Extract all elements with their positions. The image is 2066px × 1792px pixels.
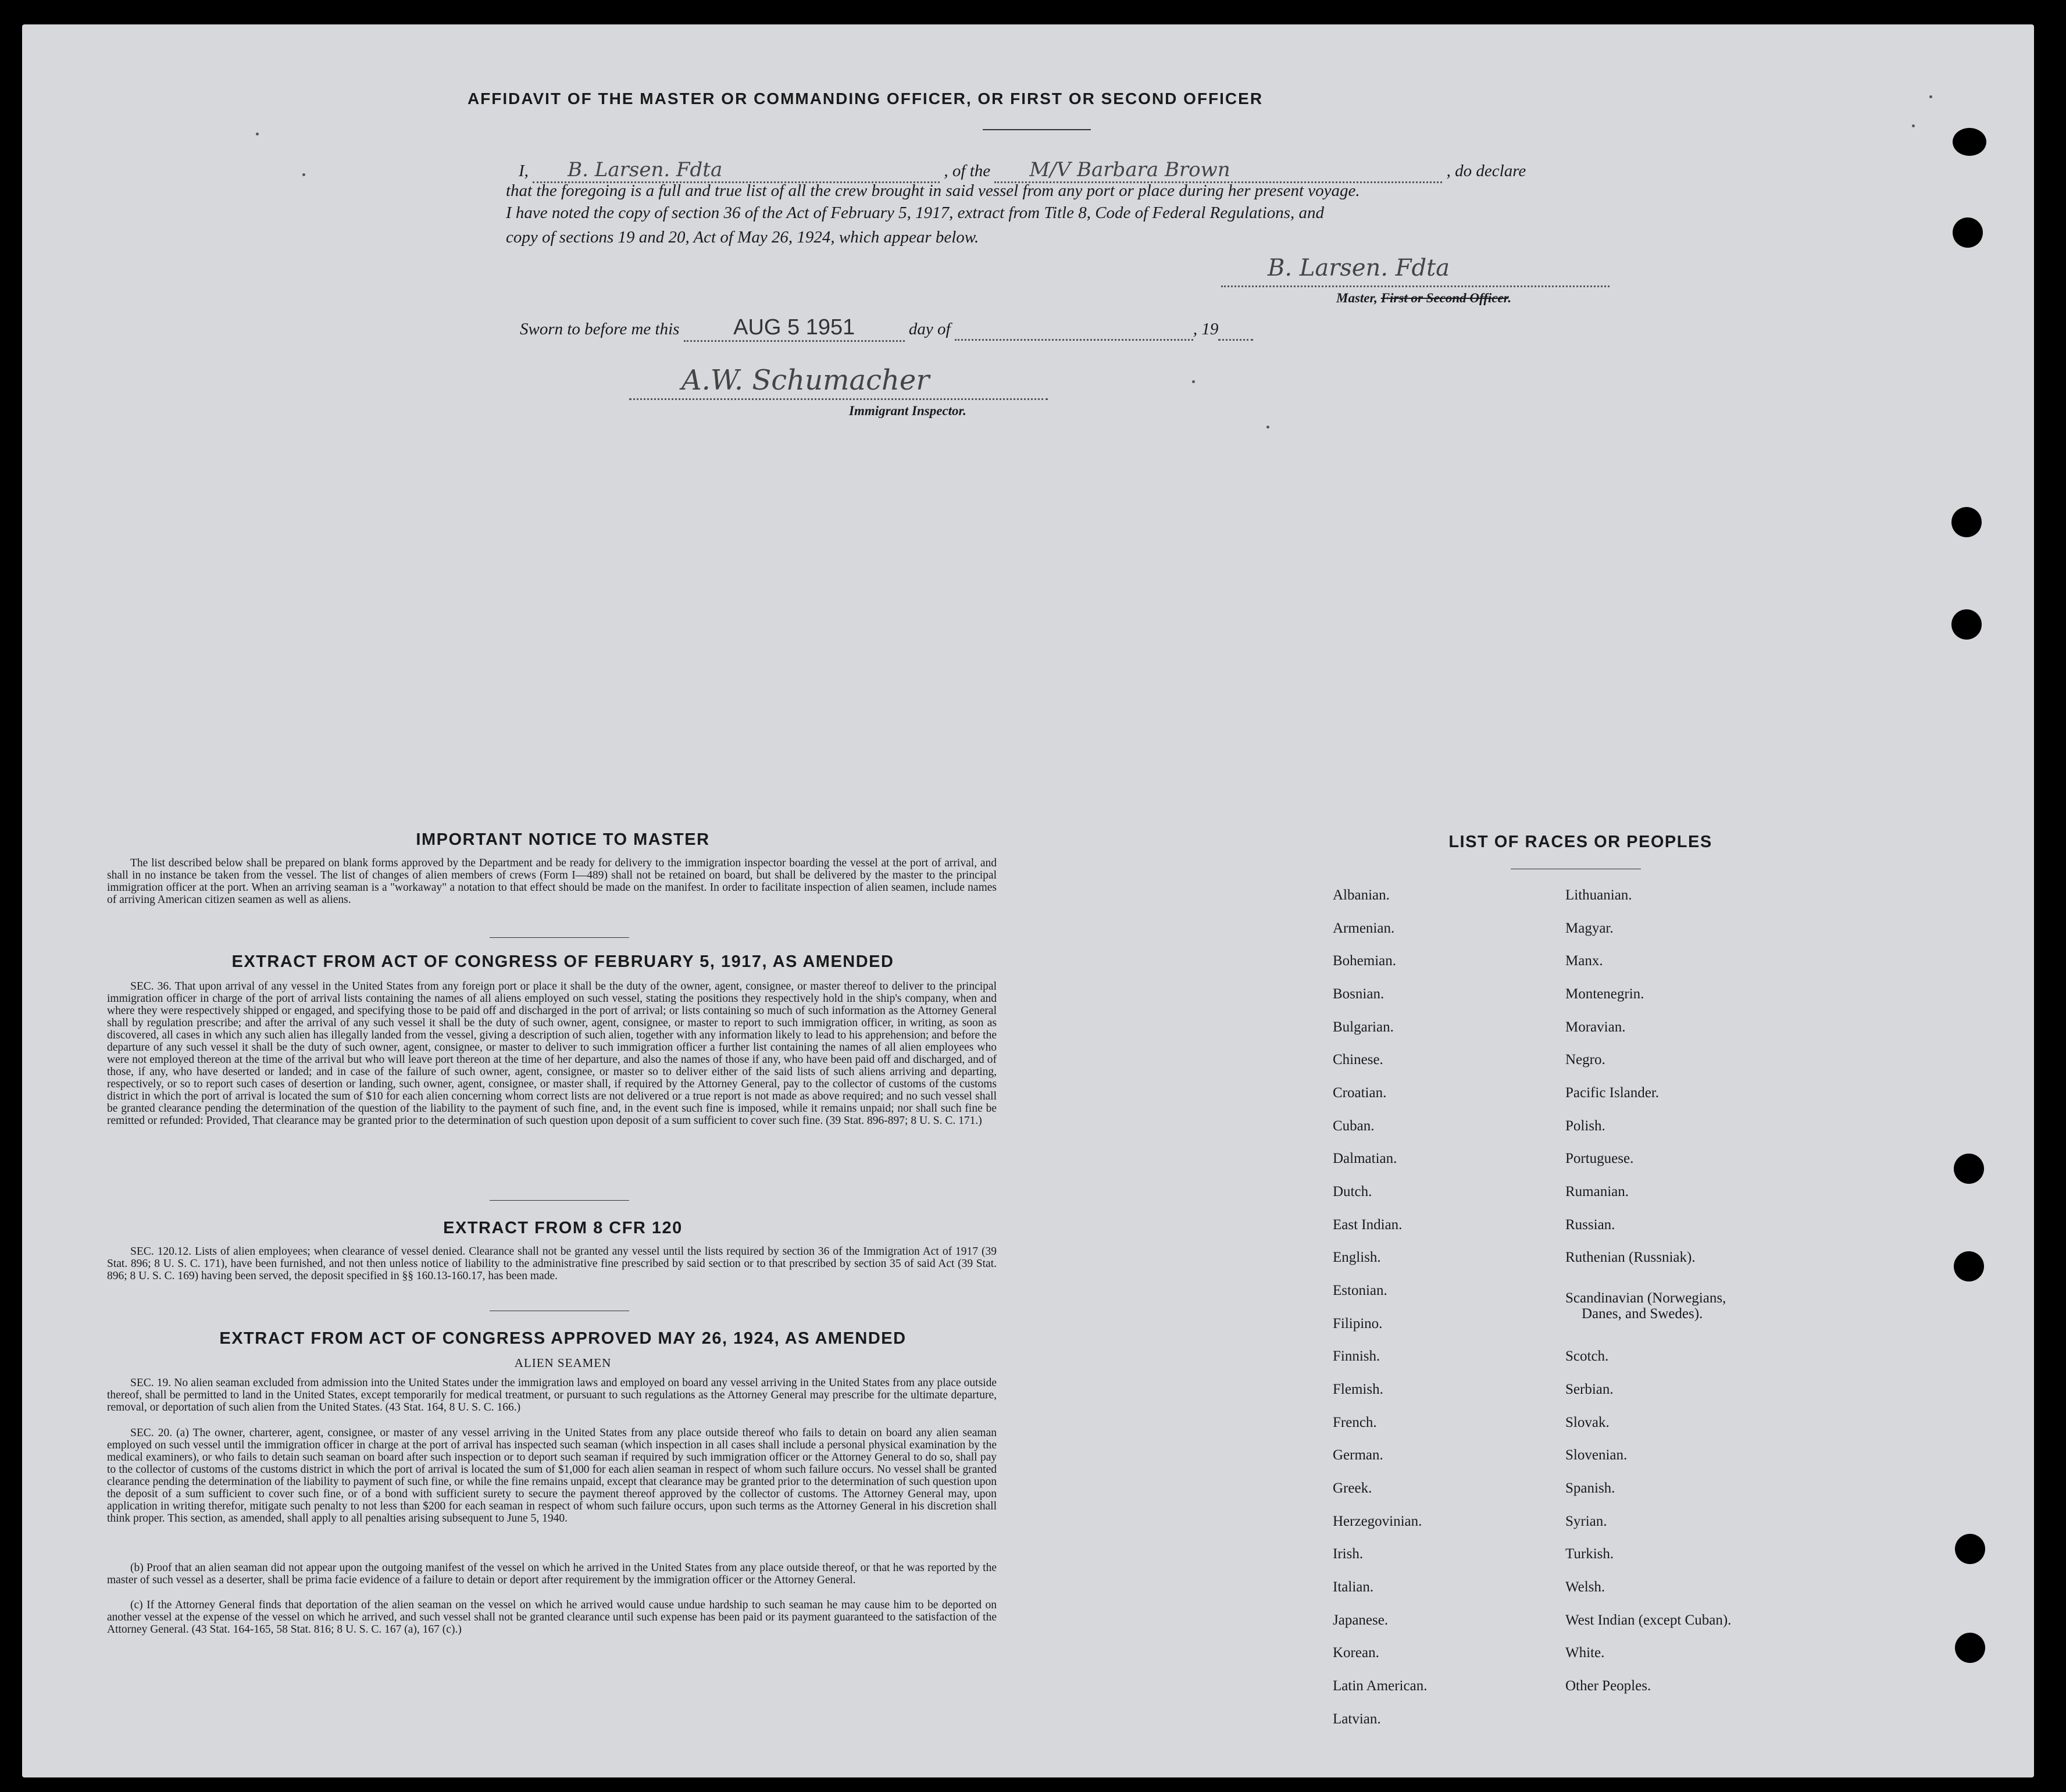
inspector-signature-field[interactable]: A.W. Schumacher bbox=[629, 364, 1048, 400]
race-item: Latin American. bbox=[1333, 1678, 1428, 1694]
race-item: Russian. bbox=[1565, 1217, 1615, 1233]
race-item: Portuguese. bbox=[1565, 1151, 1634, 1166]
race-item: Finnish. bbox=[1333, 1348, 1380, 1364]
punch-hole bbox=[1953, 217, 1983, 248]
affidavit-title: AFFIDAVIT OF THE MASTER OR COMMANDING OFFICER, OR FIRST OR SECOND OFFICER bbox=[467, 90, 1264, 108]
race-item: Magyar. bbox=[1565, 920, 1614, 936]
race-item: Dutch. bbox=[1333, 1184, 1372, 1200]
date-stamp: AUG 5 1951 bbox=[733, 315, 855, 340]
master-caption-struck: First or Second Officer bbox=[1380, 291, 1508, 305]
of-the-label: , of the bbox=[944, 162, 991, 180]
declaration-line-4: copy of sections 19 and 20, Act of May 26, 1924, which appear below. bbox=[506, 228, 979, 247]
race-item: Croatian. bbox=[1333, 1085, 1387, 1101]
race-item: Other Peoples. bbox=[1565, 1678, 1651, 1694]
speck bbox=[1912, 124, 1915, 127]
declaration-line-1 bbox=[519, 158, 1623, 181]
races-title: LIST OF RACES OR PEOPLES bbox=[1448, 833, 1712, 851]
race-item: Korean. bbox=[1333, 1645, 1379, 1661]
sworn-line bbox=[520, 315, 1392, 343]
master-signature-field[interactable]: B. Larsen. Fdta bbox=[1221, 255, 1610, 287]
master-caption bbox=[1336, 291, 1615, 306]
title-rule bbox=[983, 129, 1091, 130]
race-item: Spanish. bbox=[1565, 1480, 1615, 1496]
vessel-name-field[interactable]: M/V Barbara Brown bbox=[994, 158, 1442, 183]
section-rule bbox=[490, 1200, 629, 1201]
race-item: Dalmatian. bbox=[1333, 1151, 1397, 1166]
inspector-caption: Immigrant Inspector. bbox=[849, 404, 966, 418]
race-item: Latvian. bbox=[1333, 1711, 1381, 1727]
race-item: Danes, and Swedes). bbox=[1582, 1306, 1703, 1322]
speck bbox=[302, 173, 305, 176]
race-item: Slovak. bbox=[1565, 1415, 1610, 1430]
race-item: Greek. bbox=[1333, 1480, 1372, 1496]
sworn-label: Sworn to before me this bbox=[520, 320, 680, 338]
alien-seamen-subtitle: ALIEN SEAMEN bbox=[514, 1356, 612, 1370]
do-declare-label: , do declare bbox=[1446, 162, 1526, 180]
race-item: Rumanian. bbox=[1565, 1184, 1629, 1200]
race-item: Pacific Islander. bbox=[1565, 1085, 1660, 1101]
race-item: Bulgarian. bbox=[1333, 1019, 1394, 1035]
race-item: Moravian. bbox=[1565, 1019, 1626, 1035]
race-item: Bohemian. bbox=[1333, 953, 1397, 969]
race-item: White. bbox=[1565, 1645, 1605, 1661]
master-caption-b: . bbox=[1508, 291, 1512, 305]
race-item: Polish. bbox=[1565, 1118, 1605, 1134]
race-item: East Indian. bbox=[1333, 1217, 1403, 1233]
race-item: German. bbox=[1333, 1447, 1383, 1463]
notice-title: IMPORTANT NOTICE TO MASTER bbox=[416, 830, 710, 849]
race-item: Syrian. bbox=[1565, 1513, 1607, 1529]
year-field[interactable] bbox=[1218, 320, 1253, 341]
race-item: Bosnian. bbox=[1333, 986, 1385, 1002]
race-item: Italian. bbox=[1333, 1579, 1374, 1595]
punch-hole bbox=[1951, 507, 1982, 537]
extract-cfr-text: SEC. 120.12. Lists of alien employees; when clearance of vessel denied. Clearance shall not be granted any vessel until the lists required by section 36 of the Immigration Act of 1917 (39 Stat. 896; 8 U. S. C. 171), have been furnished, and not then unless notice of liability to the administrative fine prescribed by said section or to that prescribed by section 35 of said Act (39 Stat. 896; 8 U. S. C. 169) having been served, the deposit specified in §§ 160.13-160.17, has been made. bbox=[107, 1245, 997, 1282]
race-item: Cuban. bbox=[1333, 1118, 1375, 1134]
notice-text: The list described below shall be prepared on blank forms approved by the Department and be ready for delivery to the immigration inspector boarding the vessel at the port of arrival, and shall in no instance be taken from the vessel. The list of changes of alien members of crews (Form I—489) shall not be retained on board, but shall be delivered by the master to the principal immigration officer at the port. When an arriving seaman is a "workaway" a notation to that effect should be made on the manifest. In order to facilitate inspection of alien seamen, include names of arriving American citizen seamen as well as aliens. bbox=[107, 857, 997, 906]
extract-1924-sec20c: (c) If the Attorney General finds that deportation of the alien seaman on the vessel on which he arrived would cause undue hardship to such seaman he may cause him to be deported on another vessel at the expense of the vessel on which he arrived, and such vessel shall not be granted clearance until such expense has been paid or its payment guaranteed to the satisfaction of the Attorney General. (43 Stat. 164-165, 58 Stat. 816; 8 U. S. C. 167 (a), 167 (c).) bbox=[107, 1599, 997, 1636]
extract-1924-title: EXTRACT FROM ACT OF CONGRESS APPROVED MAY 26, 1924, AS AMENDED bbox=[219, 1329, 907, 1348]
punch-hole bbox=[1951, 609, 1982, 640]
race-item: Welsh. bbox=[1565, 1579, 1605, 1595]
declarant-name-field[interactable]: B. Larsen. Fdta bbox=[533, 158, 940, 183]
race-item: Armenian. bbox=[1333, 920, 1395, 936]
race-item: Scandinavian (Norwegians, bbox=[1565, 1290, 1726, 1306]
extract-1917-text: SEC. 36. That upon arrival of any vessel in the United States from any foreign port or place it shall be the duty of the owner, agent, consignee, or master thereof to deliver to the principal immigration officer in charge of the port of arrival lists containing the names of all aliens employed on such vessel, stating the positions they respectively hold in the ship's company, when and where they were respectively shipped or engaged, and specifying those to be paid off and discharged in the port of arrival; or lists containing so much of such information as the Attorney General shall by regulation prescribe; and after the arrival of any such vessel it shall be the duty of such owner, agent, consignee, or master to report to such immigration officer, in writing, as soon as discovered, all cases in which any such alien has illegally landed from the vessel, giving a description of such alien, together with any information likely to lead to his apprehension; and before the departure of any such vessel it shall be the duty of such owner, agent, consignee, or master to deliver to such immigration officer a further list containing the names of all alien employees who were not employed thereon at the time of the arrival but who will leave port thereon at the time of her departure, and also the names of those if any, who have been paid off and discharged, and of those, if any, who have deserted or landed; and in case of the failure of such owner, agent, consignee, or master so to deliver either of the said lists of such aliens arriving and departing, respectively, or so to report such cases of desertion or landing, such owner, agent, consignee, or master shall, if required by the Attorney General, pay to the collector of customs of the customs district in which the port of arrival is located the sum of $10 for each alien concerning whom correct lists are not delivered or a true report is not made as above required; and no such vessel shall be granted clearance pending the determination of the question of the liability to the payment of such fine, and, in the event such fine is imposed, while it remains unpaid; nor shall such fine be remitted or refunded: Provided, That clearance may be granted prior to the determination of such question upon deposit of a sum sufficient to cover such fine. (39 Stat. 896-897; 8 U. S. C. 171.) bbox=[107, 980, 997, 1127]
extract-1924-sec20a: SEC. 20. (a) The owner, charterer, agent, consignee, or master of any vessel arriving in the United States from any place outside thereof who fails to detain on board any alien seaman employed on such vessel until the immigration officer in charge at the port of arrival has inspected such seaman (which inspection in all cases shall include a personal physical examination by the medical examiners), or who fails to detain such seaman on board after such inspection or to deport such seaman if required by such immigration officer or the Attorney General to do so, shall pay to the collector of customs of the customs district in which the port of arrival is located the sum of $1,000 for each alien seaman in respect of whom such failure occurs. No vessel shall be granted clearance pending the determination of the liability to payment of such fine, or while the fine remains unpaid, except that clearance may be granted prior to the determination of such question upon the deposit of a sum sufficient to cover such fine, or of a bond with sufficient surety to secure the payment thereof approved by the collector of customs. The Attorney General may, upon application in writing therefor, mitigate such penalty to not less than $200 for each seaman in respect of whom such failure occurs, upon such terms as the Attorney General in his discretion shall think proper. This section, as amended, shall apply to all penalties arising subsequent to June 5, 1940. bbox=[107, 1427, 997, 1525]
declaration-line-2: that the foregoing is a full and true list of all the crew brought in said vessel from any port or place during her present voyage. bbox=[506, 181, 1360, 200]
speck bbox=[1266, 426, 1269, 429]
race-item: Chinese. bbox=[1333, 1052, 1383, 1068]
race-item: Lithuanian. bbox=[1565, 887, 1632, 903]
sworn-date-field[interactable] bbox=[684, 315, 905, 342]
race-item: Serbian. bbox=[1565, 1382, 1614, 1397]
race-item: Ruthenian (Russniak). bbox=[1565, 1250, 1696, 1265]
day-of-label: day of bbox=[908, 320, 951, 338]
race-item: Manx. bbox=[1565, 953, 1603, 969]
speck bbox=[1929, 95, 1932, 98]
punch-hole bbox=[1953, 128, 1986, 156]
extract-1924-sec19: SEC. 19. No alien seaman excluded from admission into the United States under the immigration laws and employed on board any vessel arriving in the United States from any place outside thereof, shall be permitted to land in the United States, except temporarily for medical treatment, or pursuant to such regulations as the Attorney General may prescribe for the ultimate departure, removal, or deportation of such alien from the United States. (43 Stat. 164, 8 U. S. C. 166.) bbox=[107, 1377, 997, 1413]
race-item: French. bbox=[1333, 1415, 1377, 1430]
year-label: , 19 bbox=[1193, 320, 1219, 338]
race-item: Estonian. bbox=[1333, 1283, 1387, 1298]
punch-hole bbox=[1954, 1251, 1984, 1281]
race-item: Turkish. bbox=[1565, 1546, 1614, 1562]
race-item: Albanian. bbox=[1333, 887, 1390, 903]
section-rule bbox=[490, 937, 629, 938]
speck bbox=[1192, 380, 1195, 383]
extract-1924-sec20b: (b) Proof that an alien seaman did not appear upon the outgoing manifest of the vessel on which he arrived in the United States from any place outside thereof, or that he was reported by the master of such vessel as a deserter, shall be prima facie evidence of a failure to detain or deport after requirement by the immigration officer or the Attorney General. bbox=[107, 1562, 997, 1586]
race-item: West Indian (except Cuban). bbox=[1565, 1612, 1732, 1628]
race-item: Negro. bbox=[1565, 1052, 1605, 1068]
race-item: Herzegovinian. bbox=[1333, 1513, 1422, 1529]
race-item: Slovenian. bbox=[1565, 1447, 1628, 1463]
extract-1917-title: EXTRACT FROM ACT OF CONGRESS OF FEBRUARY 5, 1917, AS AMENDED bbox=[231, 952, 894, 971]
race-item: English. bbox=[1333, 1250, 1381, 1265]
race-item: Irish. bbox=[1333, 1546, 1364, 1562]
punch-hole bbox=[1955, 1633, 1985, 1663]
race-item: Filipino. bbox=[1333, 1316, 1383, 1331]
race-item: Scotch. bbox=[1565, 1348, 1609, 1364]
punch-hole bbox=[1955, 1534, 1985, 1564]
master-caption-a: Master, bbox=[1336, 291, 1381, 305]
race-item: Japanese. bbox=[1333, 1612, 1389, 1628]
declaration-line-3: I have noted the copy of section 36 of the Act of February 5, 1917, extract from Title 8, Code of Federal Regulations, and bbox=[506, 204, 1325, 222]
extract-cfr-title: EXTRACT FROM 8 CFR 120 bbox=[443, 1219, 683, 1237]
race-item: Montenegrin. bbox=[1565, 986, 1644, 1002]
race-item: Flemish. bbox=[1333, 1382, 1383, 1397]
i-label: I, bbox=[519, 162, 529, 180]
punch-hole bbox=[1954, 1154, 1984, 1184]
month-field[interactable] bbox=[955, 320, 1193, 341]
document-page bbox=[22, 24, 2034, 1777]
speck bbox=[256, 133, 259, 135]
